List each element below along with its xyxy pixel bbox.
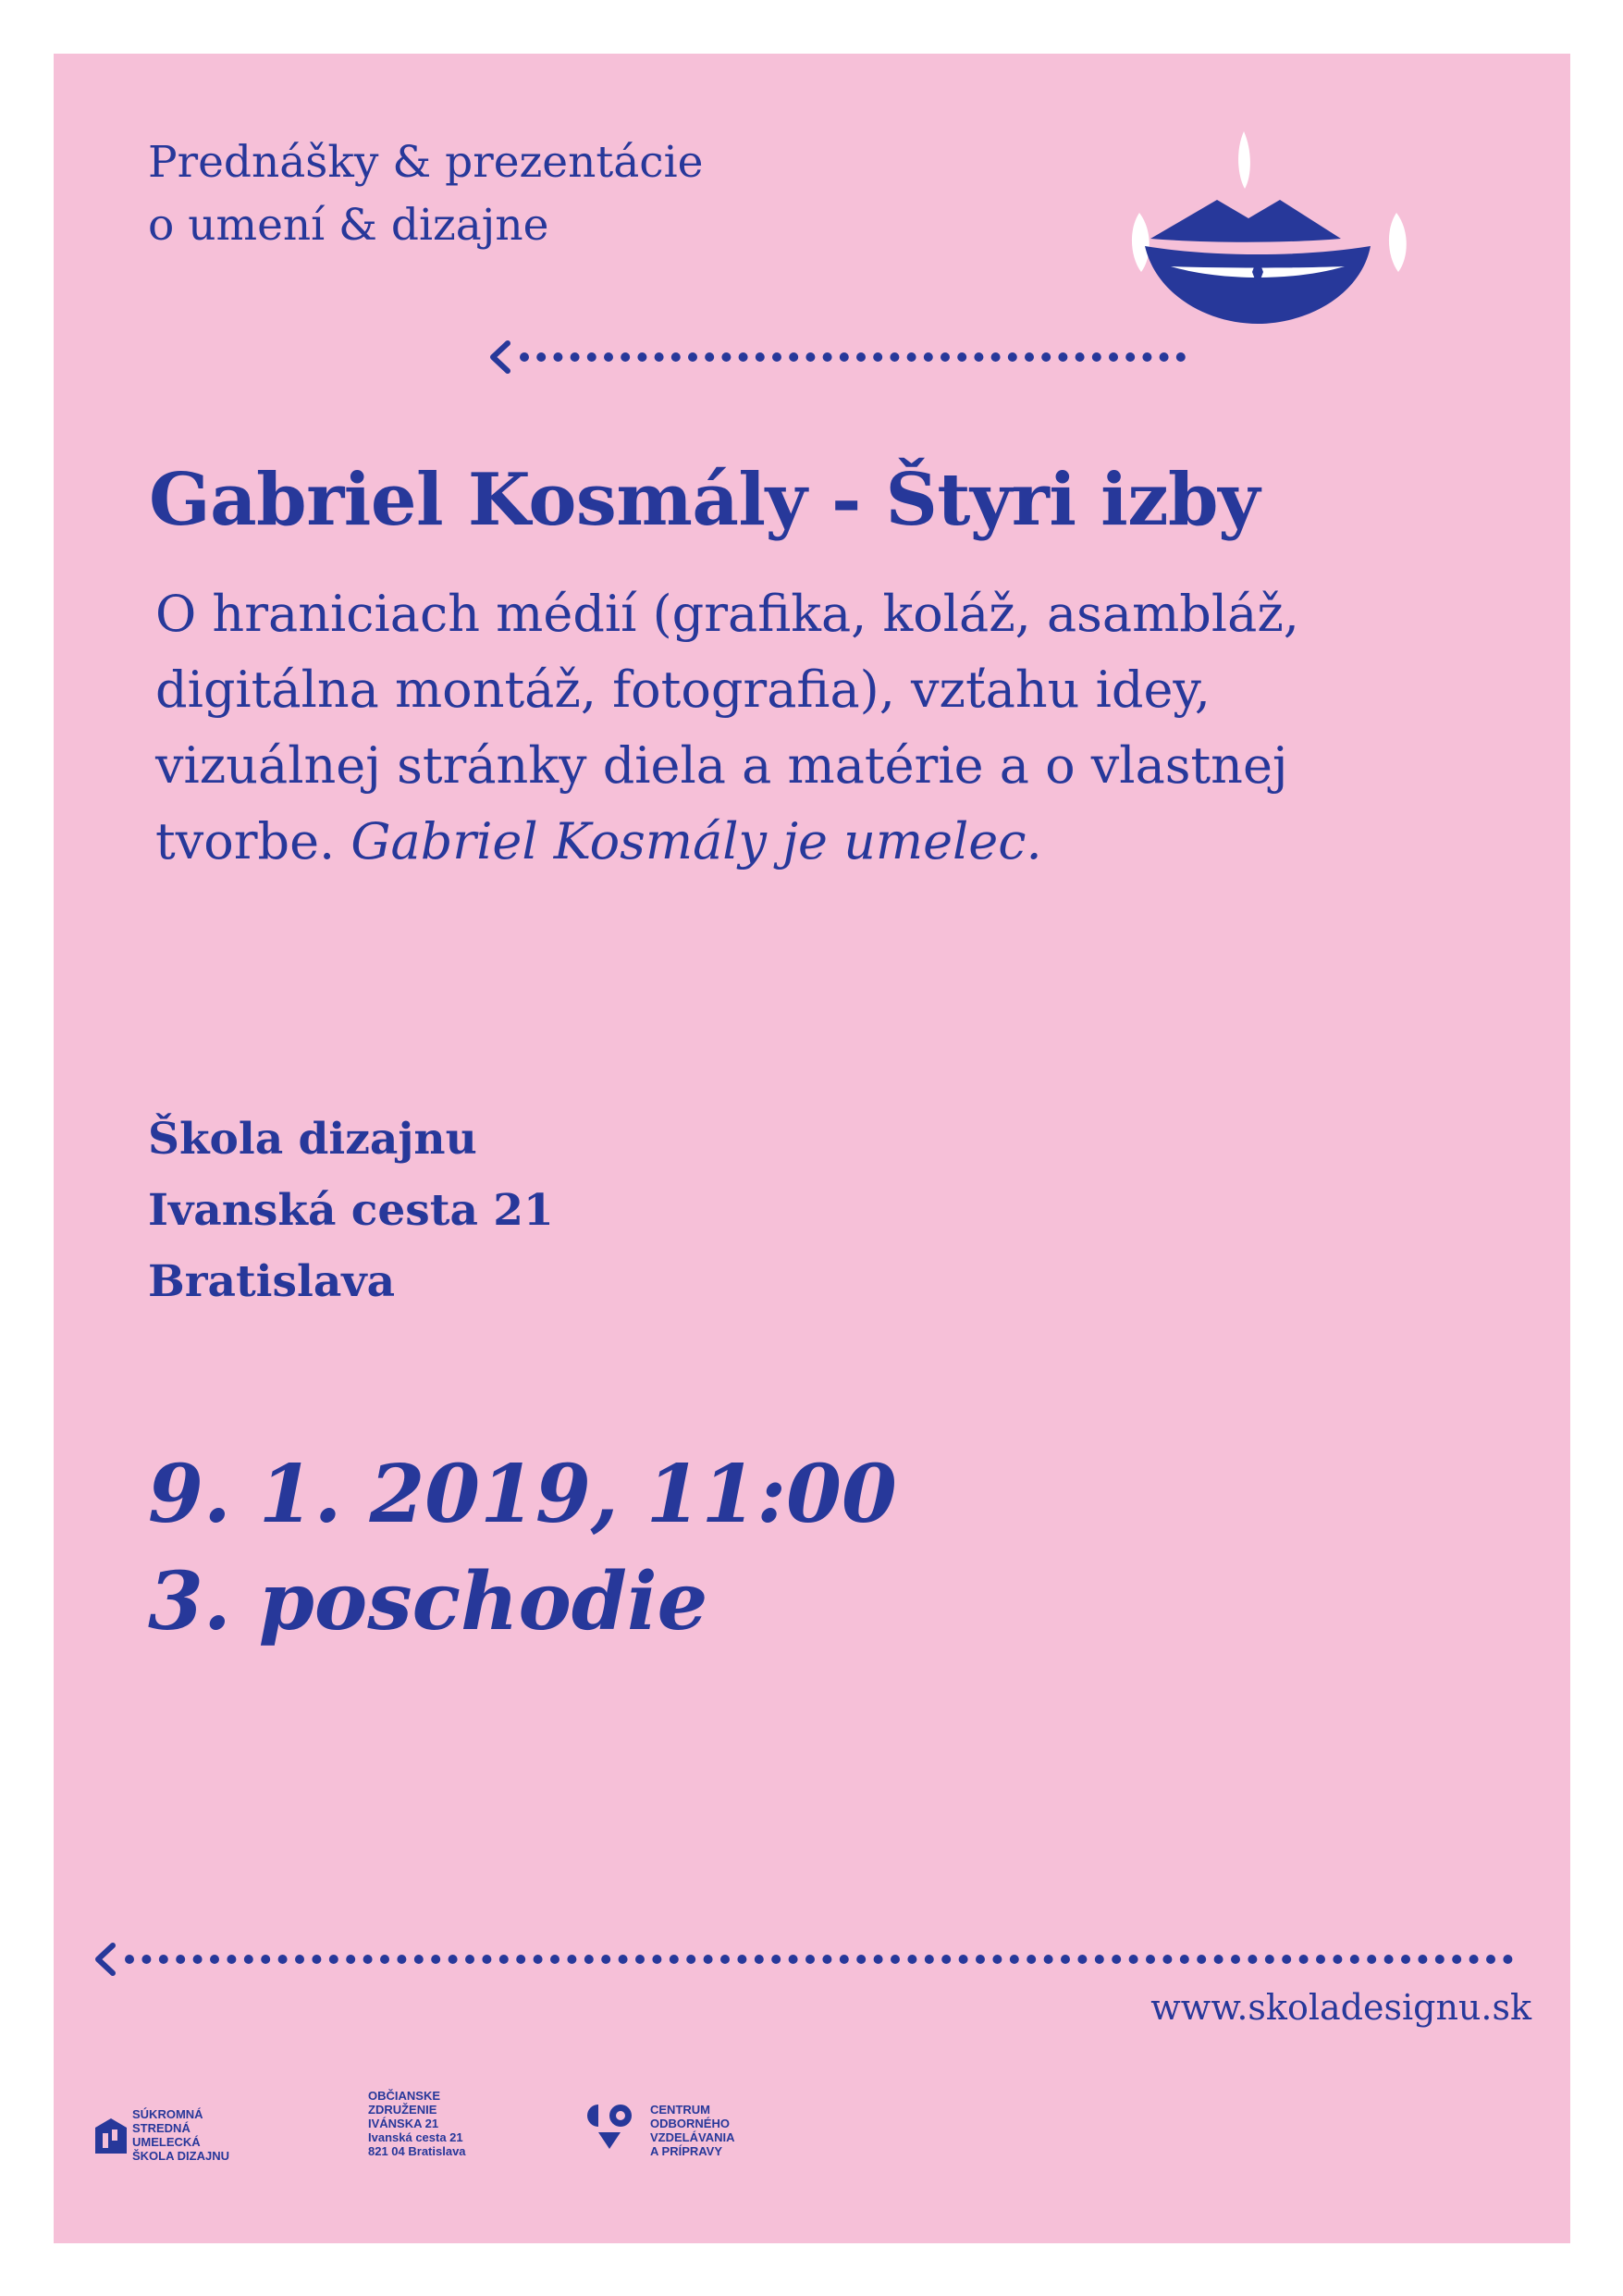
dot <box>449 1955 458 1964</box>
dot <box>756 352 765 362</box>
dot <box>737 1955 746 1964</box>
centre-logo-line-3: VZDELÁVANIA <box>650 2130 735 2144</box>
dot <box>1044 1955 1053 1964</box>
dot <box>1025 352 1034 362</box>
dot <box>959 1955 968 1964</box>
centre-logo-line-4: A PRÍPRAVY <box>650 2144 723 2158</box>
description-line-1: O hraniciach médií (grafika, koláž, asambláž, <box>155 585 1299 643</box>
school-logo-line-2: STREDNÁ <box>132 2121 191 2135</box>
dot <box>823 352 832 362</box>
dot <box>907 352 916 362</box>
dot <box>550 1955 559 1964</box>
dot <box>925 1955 934 1964</box>
dot <box>261 1955 270 1964</box>
event-floor: 3. poschodie <box>148 1555 708 1648</box>
venue-street: Ivanská cesta 21 <box>148 1185 554 1236</box>
dot <box>141 1955 151 1964</box>
dot <box>705 352 714 362</box>
dot <box>805 352 815 362</box>
dot <box>431 1955 440 1964</box>
dot <box>1142 352 1151 362</box>
dot <box>1316 1955 1325 1964</box>
dot <box>227 1955 236 1964</box>
dot <box>619 1955 628 1964</box>
dot <box>1435 1955 1445 1964</box>
dot <box>159 1955 168 1964</box>
dot <box>1180 1955 1189 1964</box>
centre-logo-icon <box>585 2101 641 2151</box>
association-line-4: Ivanská cesta 21 <box>368 2130 463 2144</box>
dot <box>1248 1955 1257 1964</box>
venue-address <box>148 1104 554 1317</box>
school-logo-line-1: SÚKROMNÁ <box>132 2107 203 2121</box>
dot <box>1095 1955 1104 1964</box>
dot <box>976 1955 985 1964</box>
centre-logo-line-1: CENTRUM <box>650 2103 710 2117</box>
dot <box>739 352 748 362</box>
dot <box>686 1955 695 1964</box>
description-line-4 <box>155 804 1469 880</box>
dot <box>571 352 580 362</box>
dot <box>688 352 697 362</box>
dot <box>465 1955 474 1964</box>
description-line-2: digitálna montáž, fotografia), vzťahu idey, <box>155 660 1211 719</box>
dot <box>1061 1955 1070 1964</box>
dot <box>363 1955 373 1964</box>
dot <box>567 1955 576 1964</box>
dot <box>1452 1955 1461 1964</box>
description-line-4-plain: tvorbe. <box>155 812 351 870</box>
series-line-1: Prednášky & prezentácie <box>148 137 704 188</box>
dot <box>1197 1955 1206 1964</box>
dot <box>720 1955 730 1964</box>
dot <box>210 1955 219 1964</box>
dot <box>670 1955 679 1964</box>
dot <box>840 1955 849 1964</box>
dot <box>601 1955 610 1964</box>
dot <box>516 1955 525 1964</box>
dot <box>499 1955 509 1964</box>
mouth-illustration <box>1119 109 1433 331</box>
dot <box>346 1955 355 1964</box>
dot <box>482 1955 491 1964</box>
dot <box>1401 1955 1410 1964</box>
school-logo-line-3: UMELECKÁ <box>132 2135 201 2149</box>
dot <box>1092 352 1101 362</box>
dot <box>1418 1955 1427 1964</box>
dot <box>380 1955 389 1964</box>
poster <box>54 54 1570 2243</box>
arrow-left-icon <box>98 1945 113 1973</box>
association-line-2: ZDRUŽENIE <box>368 2103 437 2117</box>
association-logo <box>368 2089 466 2158</box>
event-date: 9. 1. 2019, 11:00 <box>148 1448 897 1541</box>
dot <box>873 352 882 362</box>
dot <box>278 1955 288 1964</box>
dot <box>1486 1955 1495 1964</box>
dot <box>1231 1955 1240 1964</box>
dot <box>856 352 866 362</box>
dot <box>295 1955 304 1964</box>
dot <box>587 352 596 362</box>
dot <box>1333 1955 1342 1964</box>
dot <box>329 1955 338 1964</box>
dot <box>1282 1955 1291 1964</box>
dot <box>176 1955 185 1964</box>
dot <box>1008 352 1017 362</box>
dot <box>536 352 546 362</box>
association-line-5: 821 04 Bratislava <box>368 2144 466 2158</box>
dot <box>635 1955 645 1964</box>
dot <box>941 352 950 362</box>
dot <box>520 352 529 362</box>
dot <box>907 1955 916 1964</box>
dot <box>1010 1955 1019 1964</box>
arrow-left-icon <box>493 343 508 371</box>
dot <box>1027 1955 1036 1964</box>
dot <box>992 1955 1002 1964</box>
event-title: Gabriel Kosmály - Štyri izby <box>149 458 1260 542</box>
description-line-4-italic: Gabriel Kosmály je umelec. <box>350 812 1042 870</box>
dot <box>1129 1955 1138 1964</box>
dot <box>534 1955 543 1964</box>
dot <box>1041 352 1051 362</box>
dot <box>655 352 664 362</box>
dot <box>193 1955 203 1964</box>
dot <box>890 352 899 362</box>
event-datetime <box>148 1441 897 1656</box>
association-line-1: OBČIANSKE <box>368 2089 441 2103</box>
dot <box>584 1955 594 1964</box>
dot <box>789 1955 798 1964</box>
dot <box>755 1955 764 1964</box>
dot <box>1162 1955 1172 1964</box>
dot <box>957 352 966 362</box>
dot <box>1214 1955 1223 1964</box>
dot <box>772 352 781 362</box>
dot <box>1299 1955 1309 1964</box>
school-logo-line-4: ŠKOLA DIZAJNU <box>132 2149 229 2163</box>
dot <box>1160 352 1169 362</box>
dot <box>1058 352 1067 362</box>
dot <box>1077 1955 1087 1964</box>
dot <box>771 1955 781 1964</box>
dot <box>924 352 933 362</box>
flame-right <box>1389 213 1407 272</box>
series-line-2: o umení & dizajne <box>148 200 549 251</box>
dot <box>244 1955 253 1964</box>
venue-city: Bratislava <box>148 1256 396 1307</box>
upper-lip <box>1150 200 1341 242</box>
flame-top <box>1238 131 1250 189</box>
dot <box>941 1955 951 1964</box>
dot <box>874 1955 883 1964</box>
website-link[interactable]: www.skoladesignu.sk <box>1150 1987 1531 2028</box>
dot <box>671 352 681 362</box>
dot <box>1176 352 1186 362</box>
dot <box>789 352 798 362</box>
venue-name: Škola dizajnu <box>148 1114 477 1165</box>
dot <box>397 1955 406 1964</box>
description-line-3: vizuálnej stránky diela a matérie a o vlastnej <box>155 736 1288 795</box>
dotted-arrow-top <box>486 339 1198 376</box>
dot <box>1125 352 1135 362</box>
dot <box>991 352 1001 362</box>
series-heading <box>148 131 703 257</box>
dot <box>805 1955 815 1964</box>
dot <box>1146 1955 1155 1964</box>
dot <box>1109 352 1118 362</box>
dot <box>1350 1955 1359 1964</box>
dot <box>553 352 562 362</box>
dot <box>652 1955 661 1964</box>
dot <box>974 352 983 362</box>
event-description <box>155 576 1469 880</box>
dot <box>721 352 731 362</box>
dot <box>1265 1955 1274 1964</box>
dot <box>1503 1955 1512 1964</box>
dot <box>840 352 849 362</box>
association-line-3: IVÁNSKA 21 <box>368 2117 439 2130</box>
school-logo-icon <box>95 2118 127 2154</box>
dotted-arrow-bottom <box>91 1941 1533 1978</box>
dot <box>637 352 646 362</box>
dot <box>125 1955 134 1964</box>
centre-logo-line-2: ODBORNÉHO <box>650 2117 730 2130</box>
dot <box>1469 1955 1479 1964</box>
dot <box>1076 352 1085 362</box>
dot <box>856 1955 866 1964</box>
dot <box>414 1955 424 1964</box>
dot <box>1367 1955 1376 1964</box>
flame-left <box>1132 213 1150 272</box>
dot <box>704 1955 713 1964</box>
dot <box>891 1955 900 1964</box>
dot <box>621 352 630 362</box>
dot <box>604 352 613 362</box>
dot <box>1112 1955 1121 1964</box>
dot <box>822 1955 831 1964</box>
dot <box>1384 1955 1394 1964</box>
dot <box>312 1955 321 1964</box>
